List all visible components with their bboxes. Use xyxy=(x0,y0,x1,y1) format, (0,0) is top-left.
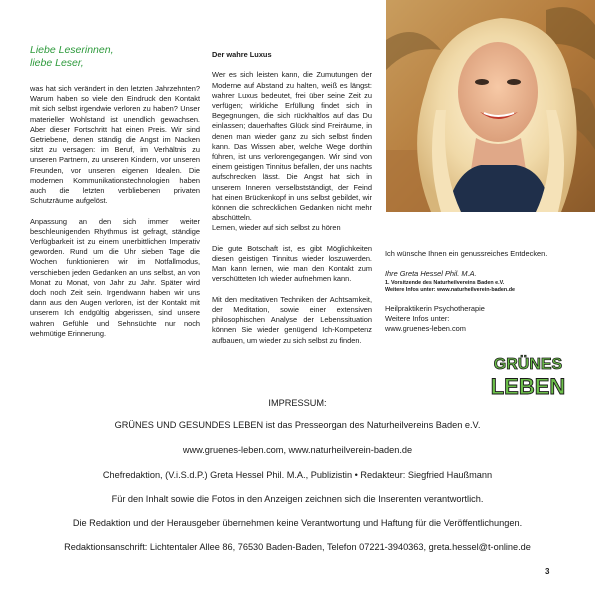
editorial-column-2 xyxy=(212,50,372,356)
impressum-line: Redaktionsanschrift: Lichtentaler Allee 86, 76530 Baden-Baden, Telefon 07221-3940363, greta.hessel@t-online.de xyxy=(64,542,531,552)
greeting xyxy=(30,44,200,70)
info-label: Weitere Infos unter: xyxy=(385,313,450,323)
paragraph: Mit den meditativen Techniken der Achtsamkeit, der Meditation, sowie einer extensiven philosophischen Analyse der Lebenssituation können Sie wieder genügend Ich-Kompetenz aufbauen, um wieder zu sich selbst zu finden. xyxy=(212,294,372,345)
paragraph: Wer es sich leisten kann, die Zumutungen der Moderne auf Abstand zu halten, weiß es längst: wahrer Luxus bedeutet, frei über seine Zeit zu verfügen; wirkliche Erfüllung findet sich in Begegnungen, die sich rückhaltlos auf das Du einlassen; dauerhaftes Glück sind Freiräume, in denen man wieder ganz zu sich selbst finden kann. Das Wissen aber, welche Wege dorthin führen, ist uns verlorengegangen. Wir sind von einem geistigen Tinnitus befallen, der uns nachts aufschrecken lässt. Die Angst hat sich in unserem Inneren verselbstständigt, der Feind hat einen Brückenkopf in uns selbst gebildet, wir können die schrecklichen Gedanken nicht mehr abschütteln. xyxy=(212,70,372,223)
signature-role: 1. Vorsitzende des Naturheilvereins Baden e.V. xyxy=(385,279,505,286)
impressum-line: Chefredaktion, (V.i.S.d.P.) Greta Hessel Phil. M.A., Publizistin • Redakteur: Siegfried Haußmann xyxy=(102,470,493,480)
signature-name: Ihre Greta Hessel Phil. M.A. xyxy=(385,269,477,279)
author-title: Heilpraktikerin Psychotherapie xyxy=(385,303,485,313)
impressum-line: Für den Inhalt sowie die Fotos in den Anzeigen zeichnen sich die Inserenten verantwortlich. xyxy=(111,494,484,504)
author-portrait-photo xyxy=(386,0,595,212)
impressum-line: GRÜNES UND GESUNDES LEBEN ist das Presseorgan des Naturheilvereins Baden e.V. xyxy=(114,420,481,430)
impressum-line: Die Redaktion und der Herausgeber übernehmen keine Verantwortung und Haftung für die Veröffentlichungen. xyxy=(72,518,523,528)
editorial-column-1 xyxy=(30,84,200,349)
impressum-line: www.gruenes-leben.com, www.naturheilverein-baden.de xyxy=(182,445,413,455)
page-number: 3 xyxy=(545,567,550,576)
subheading: Lernen, wieder auf sich selbst zu hören xyxy=(212,223,341,233)
website-link[interactable]: www.gruenes-leben.com xyxy=(385,324,466,333)
paragraph: Die gute Botschaft ist, es gibt Möglichkeiten diesen geistigen Tinnitus wieder loszuwerden. Man kann lernen, wie man den Kontakt zum verschütteten Ich wieder aufnehmen kann. xyxy=(212,243,372,284)
logo-word-2: LEBEN xyxy=(490,374,566,398)
paragraph: was hat sich verändert in den letzten Jahrzehnten? Warum haben so viele den Eindruck den Kontakt mit sich selbst irgendwie verloren zu haben? Unser materieller Wohlstand ist unendlich gewachsen. Aber dieser Fortschritt hat einen Preis. Wir sind Getriebene, denen ständig die Angst im Nacken sitzt zu versagen: im Beruf, im Verhältnis zu unseren Partnern, zu unseren Kindern, vor unseren Freunden, vor unseren eigenen Idealen. Die modernen Kommunikationstechnologien haben auch die letzten verbliebenen privaten Schutzräume aufgelöst. xyxy=(30,84,200,206)
section-heading: Der wahre Luxus xyxy=(212,50,272,59)
paragraph: Anpassung an den sich immer weiter beschleunigenden Rhythmus ist gefragt, ständige Verfügbarkeit ist zu einem unerbittlichen Imperativ geworden. Rund um die Uhr sieben Tage die Wochen funktionieren wir im Notfallmodus, verschieben jeden Gedanken an uns selbst, an von Monat zu Monat, von Jahr zu Jahr. Später wird doch noch Zeit sein. Irgendwann haben wir uns dann aus den Augen verloren, ist der Kontakt mit unserem Ich endgültig abgerissen, sind unsere wahren Gefühle und Sehnsüchte nur noch wehmütige Erinnerung. xyxy=(30,216,200,338)
closing-line: Ich wünsche Ihnen ein genussreiches Entdecken. xyxy=(385,249,548,258)
signature-web: Weitere Infos unter: www.naturheilverein-baden.de xyxy=(385,286,515,293)
logo-word-1: GRÜNES xyxy=(493,356,563,373)
greeting-line-2: liebe Leser, xyxy=(30,57,84,69)
closing-column xyxy=(385,249,565,334)
impressum-title: IMPRESSUM: xyxy=(268,398,327,408)
gruenes-leben-logo xyxy=(482,352,574,398)
greeting-line-1: Liebe Leserinnen, xyxy=(30,44,114,56)
